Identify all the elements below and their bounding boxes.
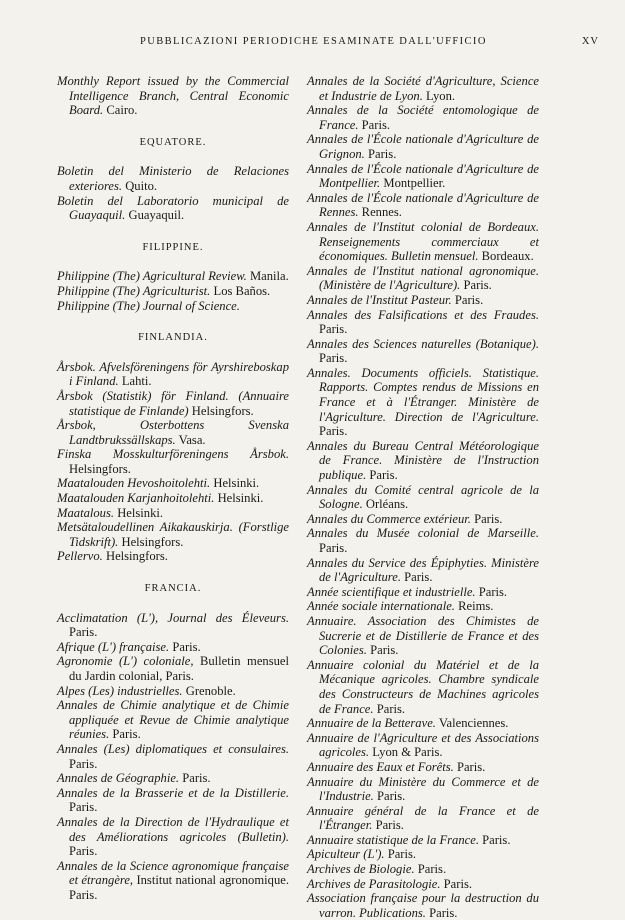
bibliography-entry [57,418,289,447]
bibliography-entry [307,556,539,585]
entry-title: Archives de Parasitologie. [307,876,441,891]
entry-title: Årsbok (Statistik) för Finland. (Annuaire statistique de Finlande) [57,388,289,418]
bibliography-entry [57,476,289,491]
entry-title: Finska Mosskulturföreningens Årsbok. [57,447,289,462]
bibliography-entry [57,389,289,418]
entry-title: Annales. Documents officiels. Statistique. Rapports. Comptes rendus de Missions en France et à l'Étranger. Ministère de l'Agriculture. Direction de l'Agriculture. [307,365,539,424]
entry-title: Annales du Bureau Central Météorologique de France. Ministère de l'Instruction publique. [307,438,539,483]
bibliography-entry [57,491,289,506]
bibliography-entry [57,742,289,771]
bibliography-entry [307,891,539,920]
bibliography-entry [307,833,539,848]
entry-place: Bulletin mensuel du Jardin colonial, Paris. [69,654,289,683]
entry-place: Bordeaux. [481,249,534,264]
entry-place: Lyon & Paris. [372,745,443,760]
bibliography-entry [307,74,539,103]
entry-place: Helsingfors. [69,461,131,476]
entry-place: Reims. [458,599,494,614]
entry-place: Valenciennes. [438,716,509,731]
entry-title: Agronomie (L') coloniale, [57,654,194,669]
entry-place: Grenoble. [185,683,236,698]
entry-title: Annales de la Science agronomique française et étrangère, [57,858,289,888]
entry-place: Montpellier. [383,176,446,191]
entry-place: Paris. [456,759,486,774]
bibliography-entry [57,859,289,903]
entry-place: Paris. [69,756,98,771]
bibliography-entry [307,599,539,614]
entry-title: Annales de l'École nationale d'Agriculture de Montpellier. [307,161,539,191]
entry-title: Maatalouden Hevoshoitolehti. [57,476,211,491]
entry-title: Årsbok, Osterbottens Svenska Landtbrukssällskaps. [57,418,289,447]
bibliography-entry [307,716,539,731]
entry-place: Paris. [319,351,348,366]
bibliography-entry [307,775,539,804]
bibliography-entry [57,549,289,564]
bibliography-entry [307,585,539,600]
entry-title: Acclimatation (L'), Journal des Éleveurs. [57,610,289,625]
section-heading: FINLANDIA. [138,332,208,344]
entry-title: Annuaire statistique de la France. [307,832,479,847]
entry-place: Paris. [368,146,397,161]
bibliography-entry [307,862,539,877]
entry-title: Annales du Musée colonial de Marseille. [307,526,539,541]
entry-place: Paris. [319,541,348,555]
entry-place: Paris. [443,876,472,891]
entry-place: Paris. [417,862,447,877]
entry-title: Philippine (The) Agricultural Review. [57,269,247,284]
entry-place: Lahti. [121,374,152,389]
page-number: XV [581,36,599,47]
entry-title: Apiculteur (L'). [307,847,385,862]
bibliography-entry [307,526,539,555]
entry-title: Annuaire colonial du Matériel et de la Mécanique agricoles. Chambre syndicale des Constructeurs de Machines agricoles de France. [307,657,539,716]
bibliography-entry [57,74,289,118]
entry-place: Paris. [463,278,492,293]
bibliography-entry [307,731,539,760]
bibliography-entry [307,162,539,191]
entry-title: Afrique (L') française. [57,639,170,654]
entry-place: Paris. [172,639,201,654]
bibliography-entry [307,847,539,862]
running-head-title: PUBBLICAZIONI PERIODICHE ESAMINATE DALL'UFFICIO [140,36,487,47]
bibliography-entry [307,760,539,775]
entry-place: Paris. [69,800,98,815]
entry-place: Vasa. [178,432,206,447]
entry-place: Paris. [376,701,406,716]
section-heading: FRANCIA. [144,583,202,595]
entry-title: Annuaire général de la France et de l'Étranger. [307,803,539,833]
bibliography-entry [57,284,289,299]
bibliography-entry [57,299,289,314]
section-heading: EQUATORE. [139,136,207,148]
entry-place: Paris. [375,818,404,833]
bibliography-entry [57,684,289,699]
entry-title: Maatalous. [57,505,115,520]
entry-place: Paris. [478,584,508,599]
bibliography-entry [307,366,539,439]
entry-place: Helsingfors. [191,403,254,418]
entry-title: Årsbok. Afvelsföreningens för Ayrshireboskap i Finland. [57,359,289,389]
entry-title: Maatalouden Karjanhoitolehti. [57,491,215,506]
entry-place: Paris. [182,771,211,786]
bibliography-entry [57,164,289,193]
entry-title: Année scientifique et industrielle. [307,584,476,599]
entry-place: Paris. [429,905,458,920]
bibliography-entry [57,786,289,815]
bibliography-entry [307,877,539,892]
entry-title: Annuaire. Association des Chimistes de Sucrerie et de Distillerie de France et des Colonies. [307,613,539,658]
section-heading: FILIPPINE. [142,241,204,253]
left-column [57,74,289,903]
entry-title: Boletin del Ministerio de Relaciones exteriores. [57,164,289,193]
bibliography-entry [57,506,289,521]
entry-title: Annales de l'École nationale d'Agriculture de Grignon. [307,132,539,161]
entry-place: Paris. [482,832,511,847]
entry-place: Paris. [112,727,141,742]
entry-place: Paris. [376,789,406,804]
bibliography-entry [307,191,539,220]
entry-title: Annales des Falsifications et des Fraudes. [307,307,539,322]
entry-title: Archives de Biologie. [307,862,415,877]
entry-place: Paris. [361,117,391,132]
entry-place: Helsinki. [213,476,260,491]
entry-title: Annales de l'Institut national agronomique. (Ministère de l'Agriculture). [307,263,539,293]
entry-title: Annuaire de la Betterave. [307,716,436,731]
entry-place: Paris. [69,625,98,640]
entry-title: Annuaire des Eaux et Forêts. [307,759,454,774]
right-column [307,74,539,920]
bibliography-entry [307,132,539,161]
bibliography-entry [57,654,289,683]
bibliography-entry [57,269,289,284]
entry-place: Paris. [319,424,348,439]
entry-title: Monthly Report issued by the Commercial Intelligence Branch, Central Economic Board. [57,74,289,118]
entry-place: Lyon. [426,88,456,103]
entry-title: Annales de Géographie. [57,771,180,786]
entry-place: Paris. [404,570,433,585]
entry-place: Manila. [249,269,289,284]
entry-title: Philippine (The) Agriculturist. [57,283,211,298]
bibliography-entry [57,360,289,389]
entry-title: Annales de l'Institut colonial de Bordeaux. Renseignements commerciaux et économiques. Bulletin mensuel. [307,219,539,264]
entry-place: Orléans. [365,497,409,512]
entry-place: Paris. [454,292,484,307]
bibliography-entry [307,103,539,132]
bibliography-entry [307,614,539,658]
entry-title: Annales du Commerce extérieur. [307,511,471,526]
bibliography-entry [57,698,289,742]
entry-place: Paris. [319,322,348,337]
bibliography-entry [57,194,289,223]
entry-title: Année sociale internationale. [307,599,455,614]
entry-title: Annales des Sciences naturelles (Botanique). [307,336,539,351]
entry-place: Helsingfors. [105,549,168,564]
entry-title: Pellervo. [57,549,103,564]
entry-place: Paris. [387,847,417,862]
entry-place: Paris. [370,643,399,658]
bibliography-entry [307,220,539,264]
entry-place: Paris. [474,511,503,526]
entry-place: Quito. [125,178,158,193]
entry-title: Annales (Les) diplomatiques et consulaires. [57,741,289,756]
bibliography-entry [57,447,289,476]
entry-title: Annales du Service des Épiphyties. Ministère de l'Agriculture. [307,555,539,585]
bibliography-entry [307,483,539,512]
entry-place: Los Baños. [213,283,271,298]
bibliography-entry [307,264,539,293]
bibliography-entry [307,337,539,366]
entry-place: Helsinki. [217,491,264,506]
entry-title: Alpes (Les) industrielles. [57,683,183,698]
entry-place: Institut national agronomique. Paris. [69,873,289,902]
entry-place: Guayaquil. [128,208,185,223]
entry-title: Annuaire de l'Agriculture et des Associations agricoles. [307,730,539,760]
entry-title: Annales de l'Institut Pasteur. [307,292,452,307]
entry-place: Paris. [69,844,98,859]
bibliography-entry [307,439,539,483]
bibliography-entry [307,293,539,308]
entry-place: Cairo. [106,103,138,118]
bibliography-entry [57,815,289,859]
entry-title: Metsätaloudellinen Aikakauskirja. (Forstlige Tidskrift). [57,520,289,549]
entry-title: Annales de la Société entomologique de France. [307,103,539,132]
entry-title: Annales du Comité central agricole de la Sologne. [307,482,539,512]
bibliography-entry [57,640,289,655]
entry-title: Annuaire du Ministère du Commerce et de l'Industrie. [307,774,539,804]
entry-title: Annales de Chimie analytique et de Chimie appliquée et Revue de Chimie analytique réunies. [57,698,289,742]
bibliography-entry [57,771,289,786]
entry-title: Philippine (The) Journal of Science. [57,298,240,313]
entry-title: Boletin del Laboratorio municipal de Guayaquil. [57,193,289,223]
entry-title: Annales de la Direction de l'Hydraulique et des Améliorations agricoles (Bulletin). [57,814,289,844]
entry-title: Annales de la Société d'Agriculture, Science et Industrie de Lyon. [307,74,539,103]
entry-place: Paris. [369,468,398,483]
entry-title: Association française pour la destruction du varron. Publications. [307,891,539,920]
entry-place: Helsinki. [117,505,164,520]
bibliography-entry [307,512,539,527]
entry-title: Annales de l'École nationale d'Agriculture de Rennes. [307,190,539,220]
bibliography-entry [307,658,539,716]
entry-place: Rennes. [361,205,402,220]
entry-title: Annales de la Brasserie et de la Distillerie. [57,785,289,800]
bibliography-entry [57,520,289,549]
entry-place: Helsingfors. [121,534,184,549]
bibliography-entry [307,308,539,337]
bibliography-entry [57,611,289,640]
bibliography-entry [307,804,539,833]
